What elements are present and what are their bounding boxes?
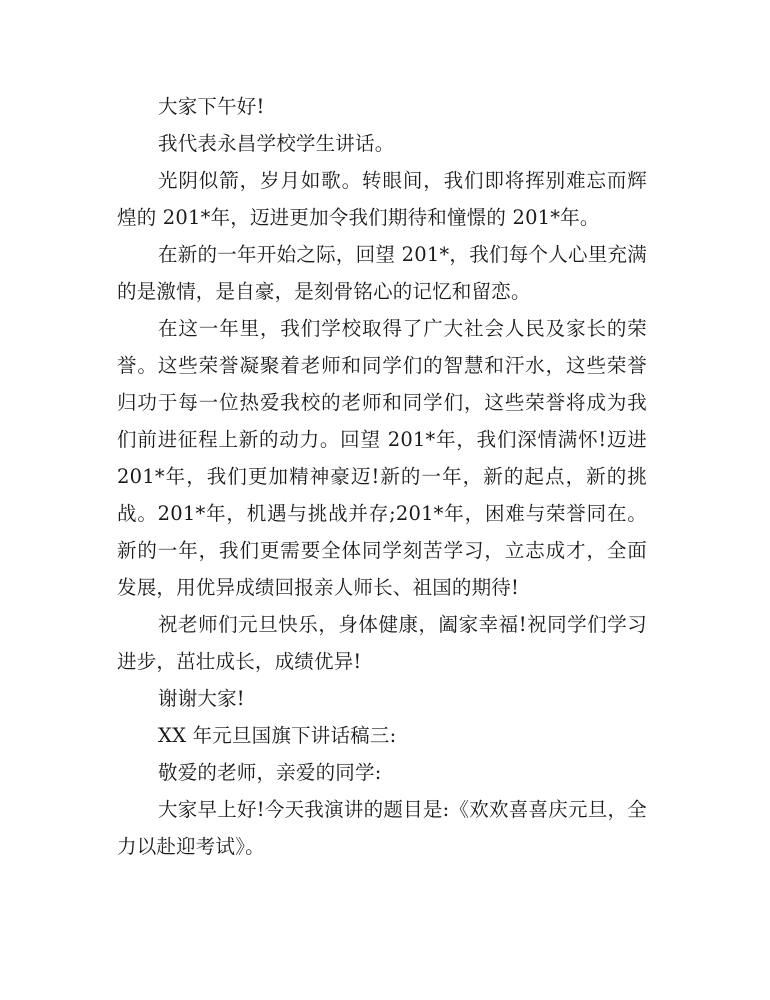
paragraph-thanks: 谢谢大家!: [158, 687, 245, 710]
paragraph-intro: 我代表永昌学校学生讲话。: [158, 132, 395, 155]
paragraph-time: 光阴似箭，岁月如歌。转眼间，我们即将挥别难忘而辉煌的 201*年，迈进更加令我们期待和憧憬的 201*年。: [117, 169, 647, 229]
paragraph-wishes: 祝老师们元旦快乐，身体健康，阖家幸福!祝同学们学习进步，茁壮成长，成绩优异!: [117, 613, 647, 673]
document-body: [117, 88, 647, 865]
paragraph-topic: 大家早上好!今天我演讲的题目是:《欢欢喜喜庆元旦，全力以赴迎考试》。: [117, 798, 647, 858]
paragraph-lookback: 在新的一年开始之际，回望 201*，我们每个人心里充满的是激情，是自豪，是刻骨铭心的记忆和留恋。: [117, 243, 647, 303]
paragraph-honors: 在这一年里，我们学校取得了广大社会人民及家长的荣誉。这些荣誉凝聚着老师和同学们的智慧和汗水，这些荣誉归功于每一位热爱我校的老师和同学们，这些荣誉将成为我们前进征程上新的动力。回望 201*年，我们深情满怀!迈进 201*年，我们更加精神豪迈!新的一年，新的起点，新的挑战。201*年，机遇与挑战并存;201*年，困难与荣誉同在。新的一年，我们更需要全体同学刻苦学习，立志成才，全面发展，用优异成绩回报亲人师长、祖国的期待!: [117, 317, 647, 599]
paragraph-salutation: 敬爱的老师，亲爱的同学:: [158, 761, 382, 784]
paragraph-greeting: 大家下午好!: [158, 95, 265, 118]
paragraph-speech-three-title: XX 年元旦国旗下讲话稿三:: [158, 724, 397, 747]
